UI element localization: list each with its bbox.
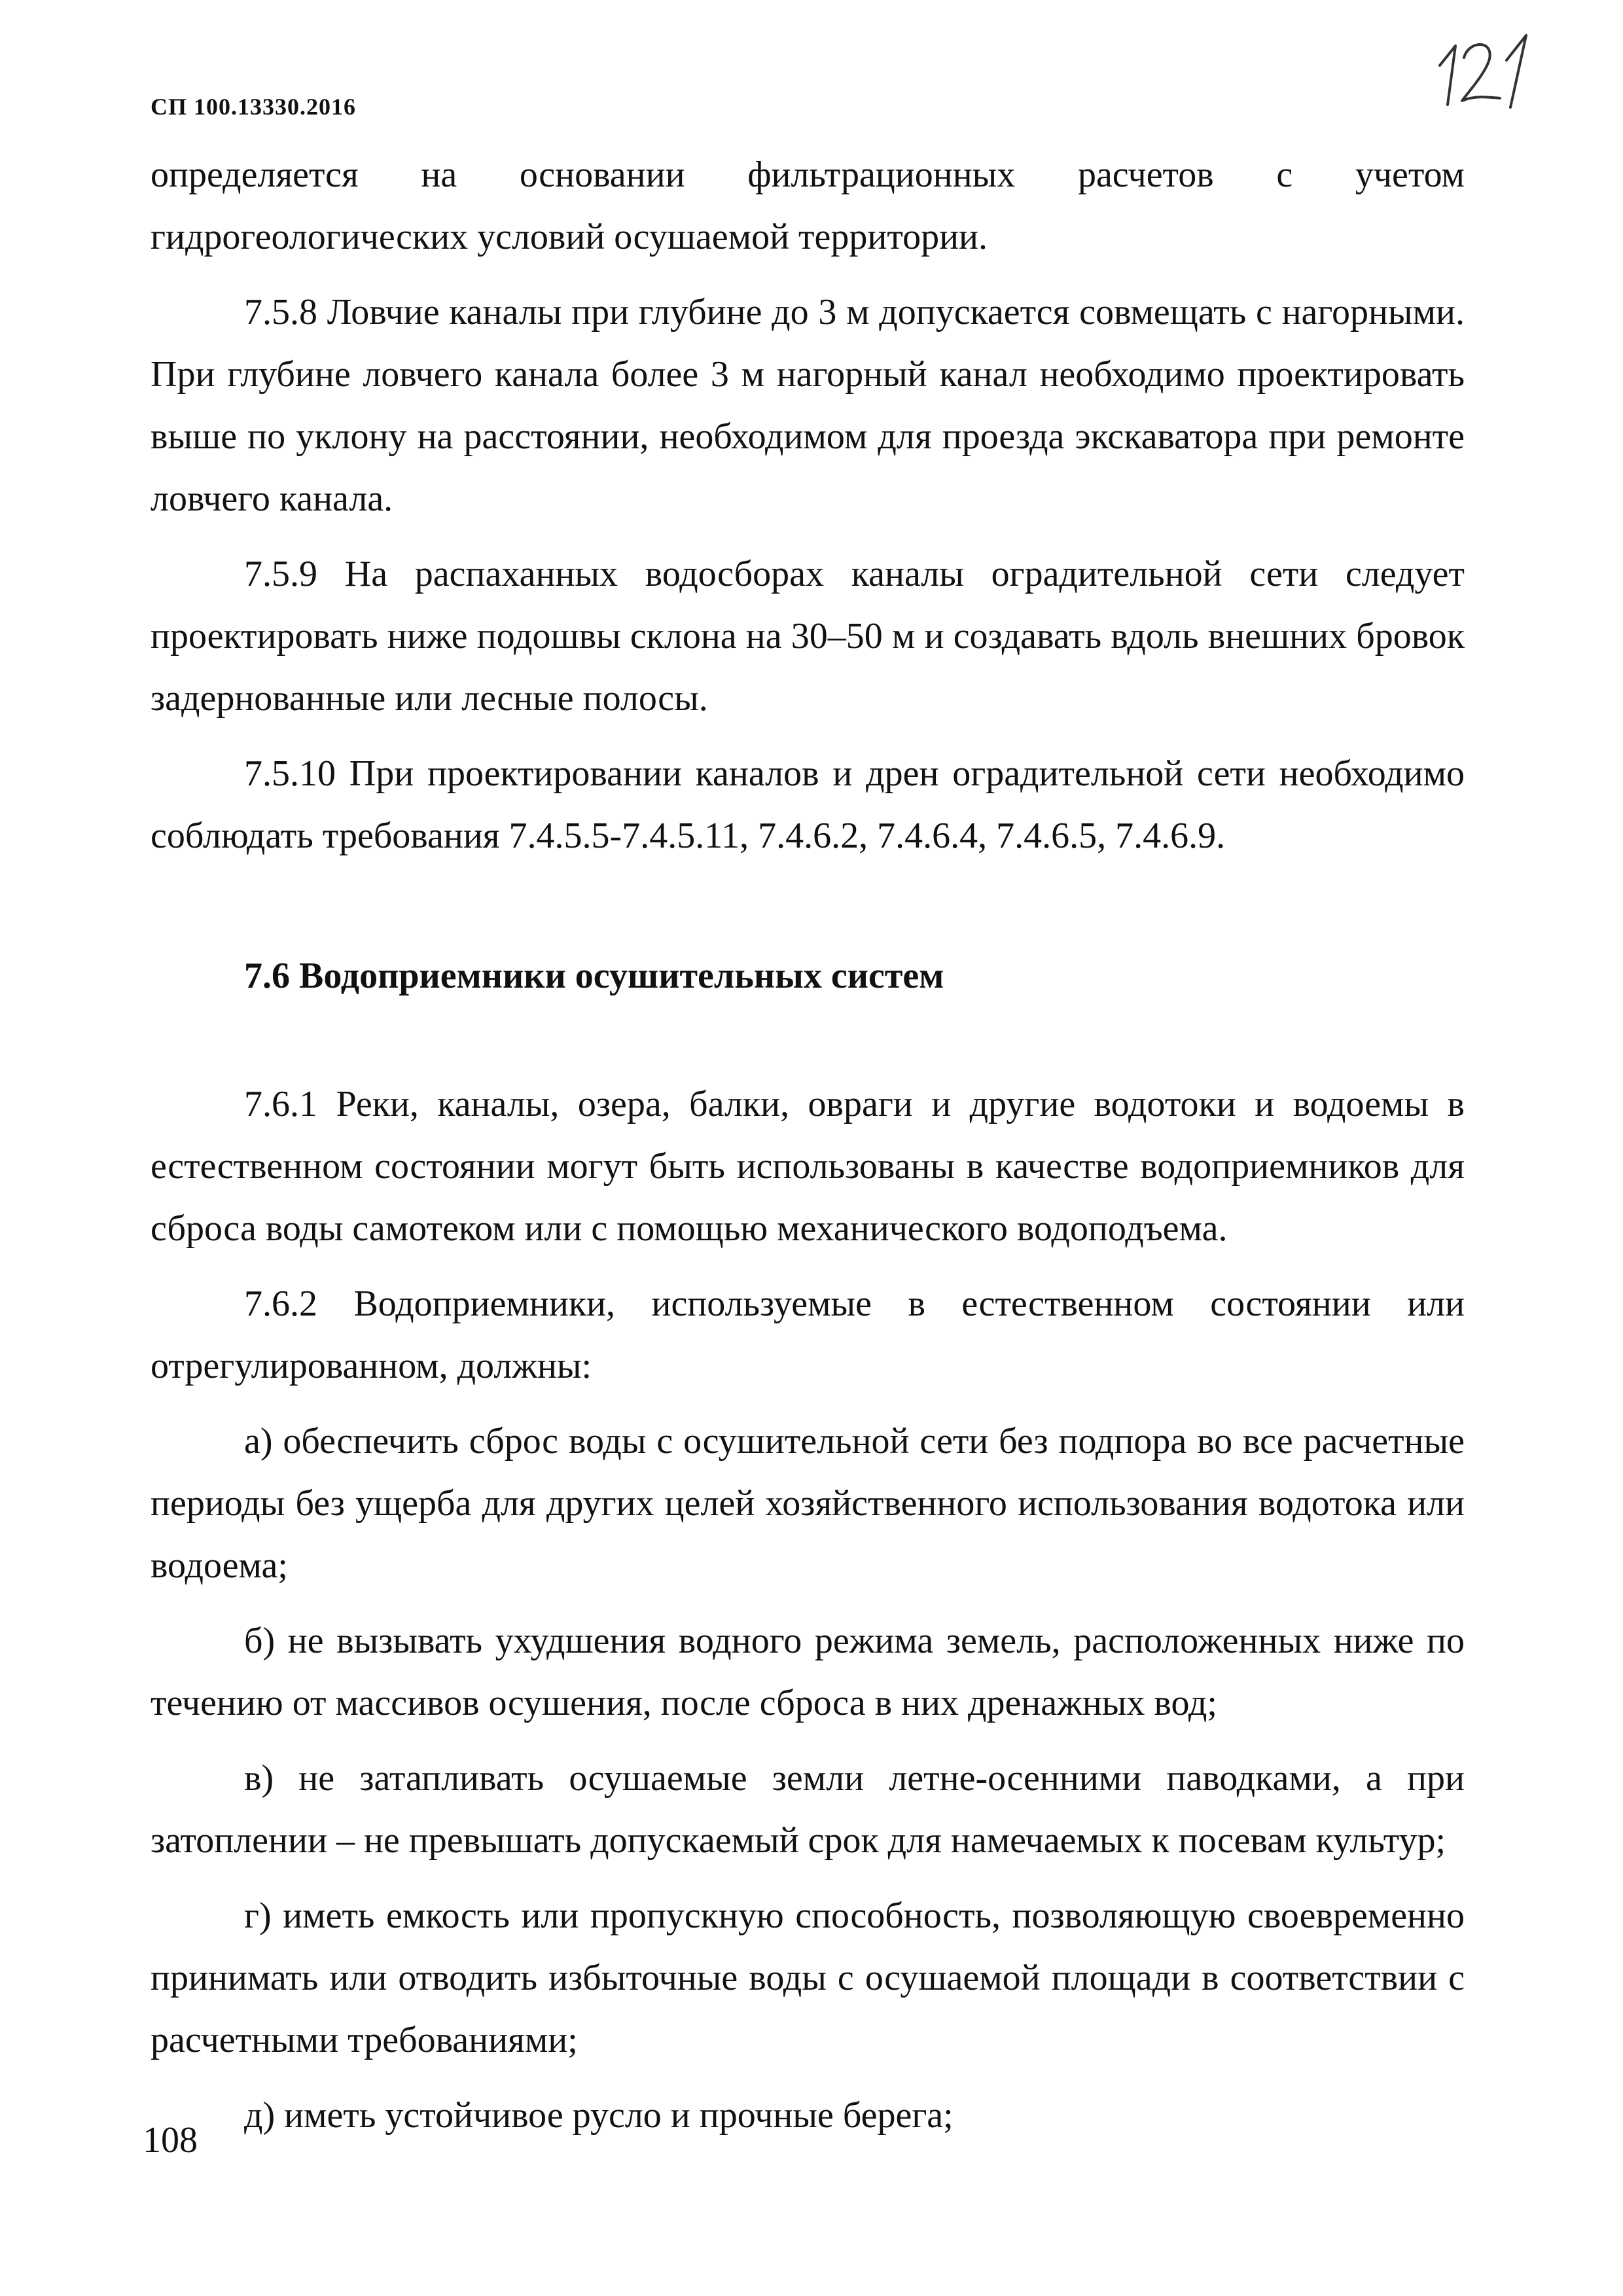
list-item-v: в) не затапливать осушаемые земли летне-осенними паводками, а при затоплении – не превышать допускаемый срок для намечаемых к посевам культур; <box>151 1758 1465 1861</box>
list-item-d: д) иметь устойчивое русло и прочные берега; <box>244 2095 954 2136</box>
list-item-b: б) не вызывать ухудшения водного режима земель, расположенных ниже по течению от массивов осушения, после сброса в них дренажных вод; <box>151 1621 1465 1723</box>
paragraph-7-5-9: 7.5.9 На распаханных водосборах каналы оградительной сети следует проектировать ниже подошвы склона на 30–50 м и создавать вдоль внешних бровок задернованные или лесные полосы. <box>151 554 1465 719</box>
paragraph-7-6-2: 7.6.2 Водоприемники, используемые в естественном состоянии или отрегулированном, должны: <box>151 1283 1465 1386</box>
page-number: 108 <box>143 2120 198 2161</box>
paragraph-7-5-10: 7.5.10 При проектировании каналов и дрен оградительной сети необходимо соблюдать требования 7.4.5.5-7.4.5.11, 7.4.6.2, 7.4.6.4, 7.4.6.5, 7.4.6.9. <box>151 753 1465 856</box>
section-heading-7-6: 7.6 Водоприемники осушительных систем <box>244 956 944 996</box>
document-code: СП 100.13330.2016 <box>151 94 356 120</box>
handwritten-page-number <box>1428 31 1536 110</box>
paragraph-continuation: определяется на основании фильтрационных расчетов с учетом гидрогеологических условий осушаемой территории. <box>151 154 1465 257</box>
list-item-g: г) иметь емкость или пропускную способность, позволяющую своевременно принимать или отводить избыточные воды с осушаемой площади в соответствии с расчетными требованиями; <box>151 1895 1465 2060</box>
list-item-a: а) обеспечить сброс воды с осушительной сети без подпора во все расчетные периоды без ущерба для других целей хозяйственного использования водотока или водоема; <box>151 1421 1465 1586</box>
paragraph-7-6-1: 7.6.1 Реки, каналы, озера, балки, овраги и другие водотоки и водоемы в естественном состоянии могут быть использованы в качестве водоприемников для сброса воды самотеком или с помощью механического водоподъема. <box>151 1084 1465 1249</box>
paragraph-7-5-8: 7.5.8 Ловчие каналы при глубине до 3 м допускается совмещать с нагорными. При глубине ловчего канала более 3 м нагорный канал необходимо проектировать выше по уклону на расстоянии, необходимом для проезда экскаватора при ремонте ловчего канала. <box>151 292 1465 519</box>
section-7-6-text <box>151 1073 1465 2147</box>
section-7-5-text <box>151 144 1465 867</box>
